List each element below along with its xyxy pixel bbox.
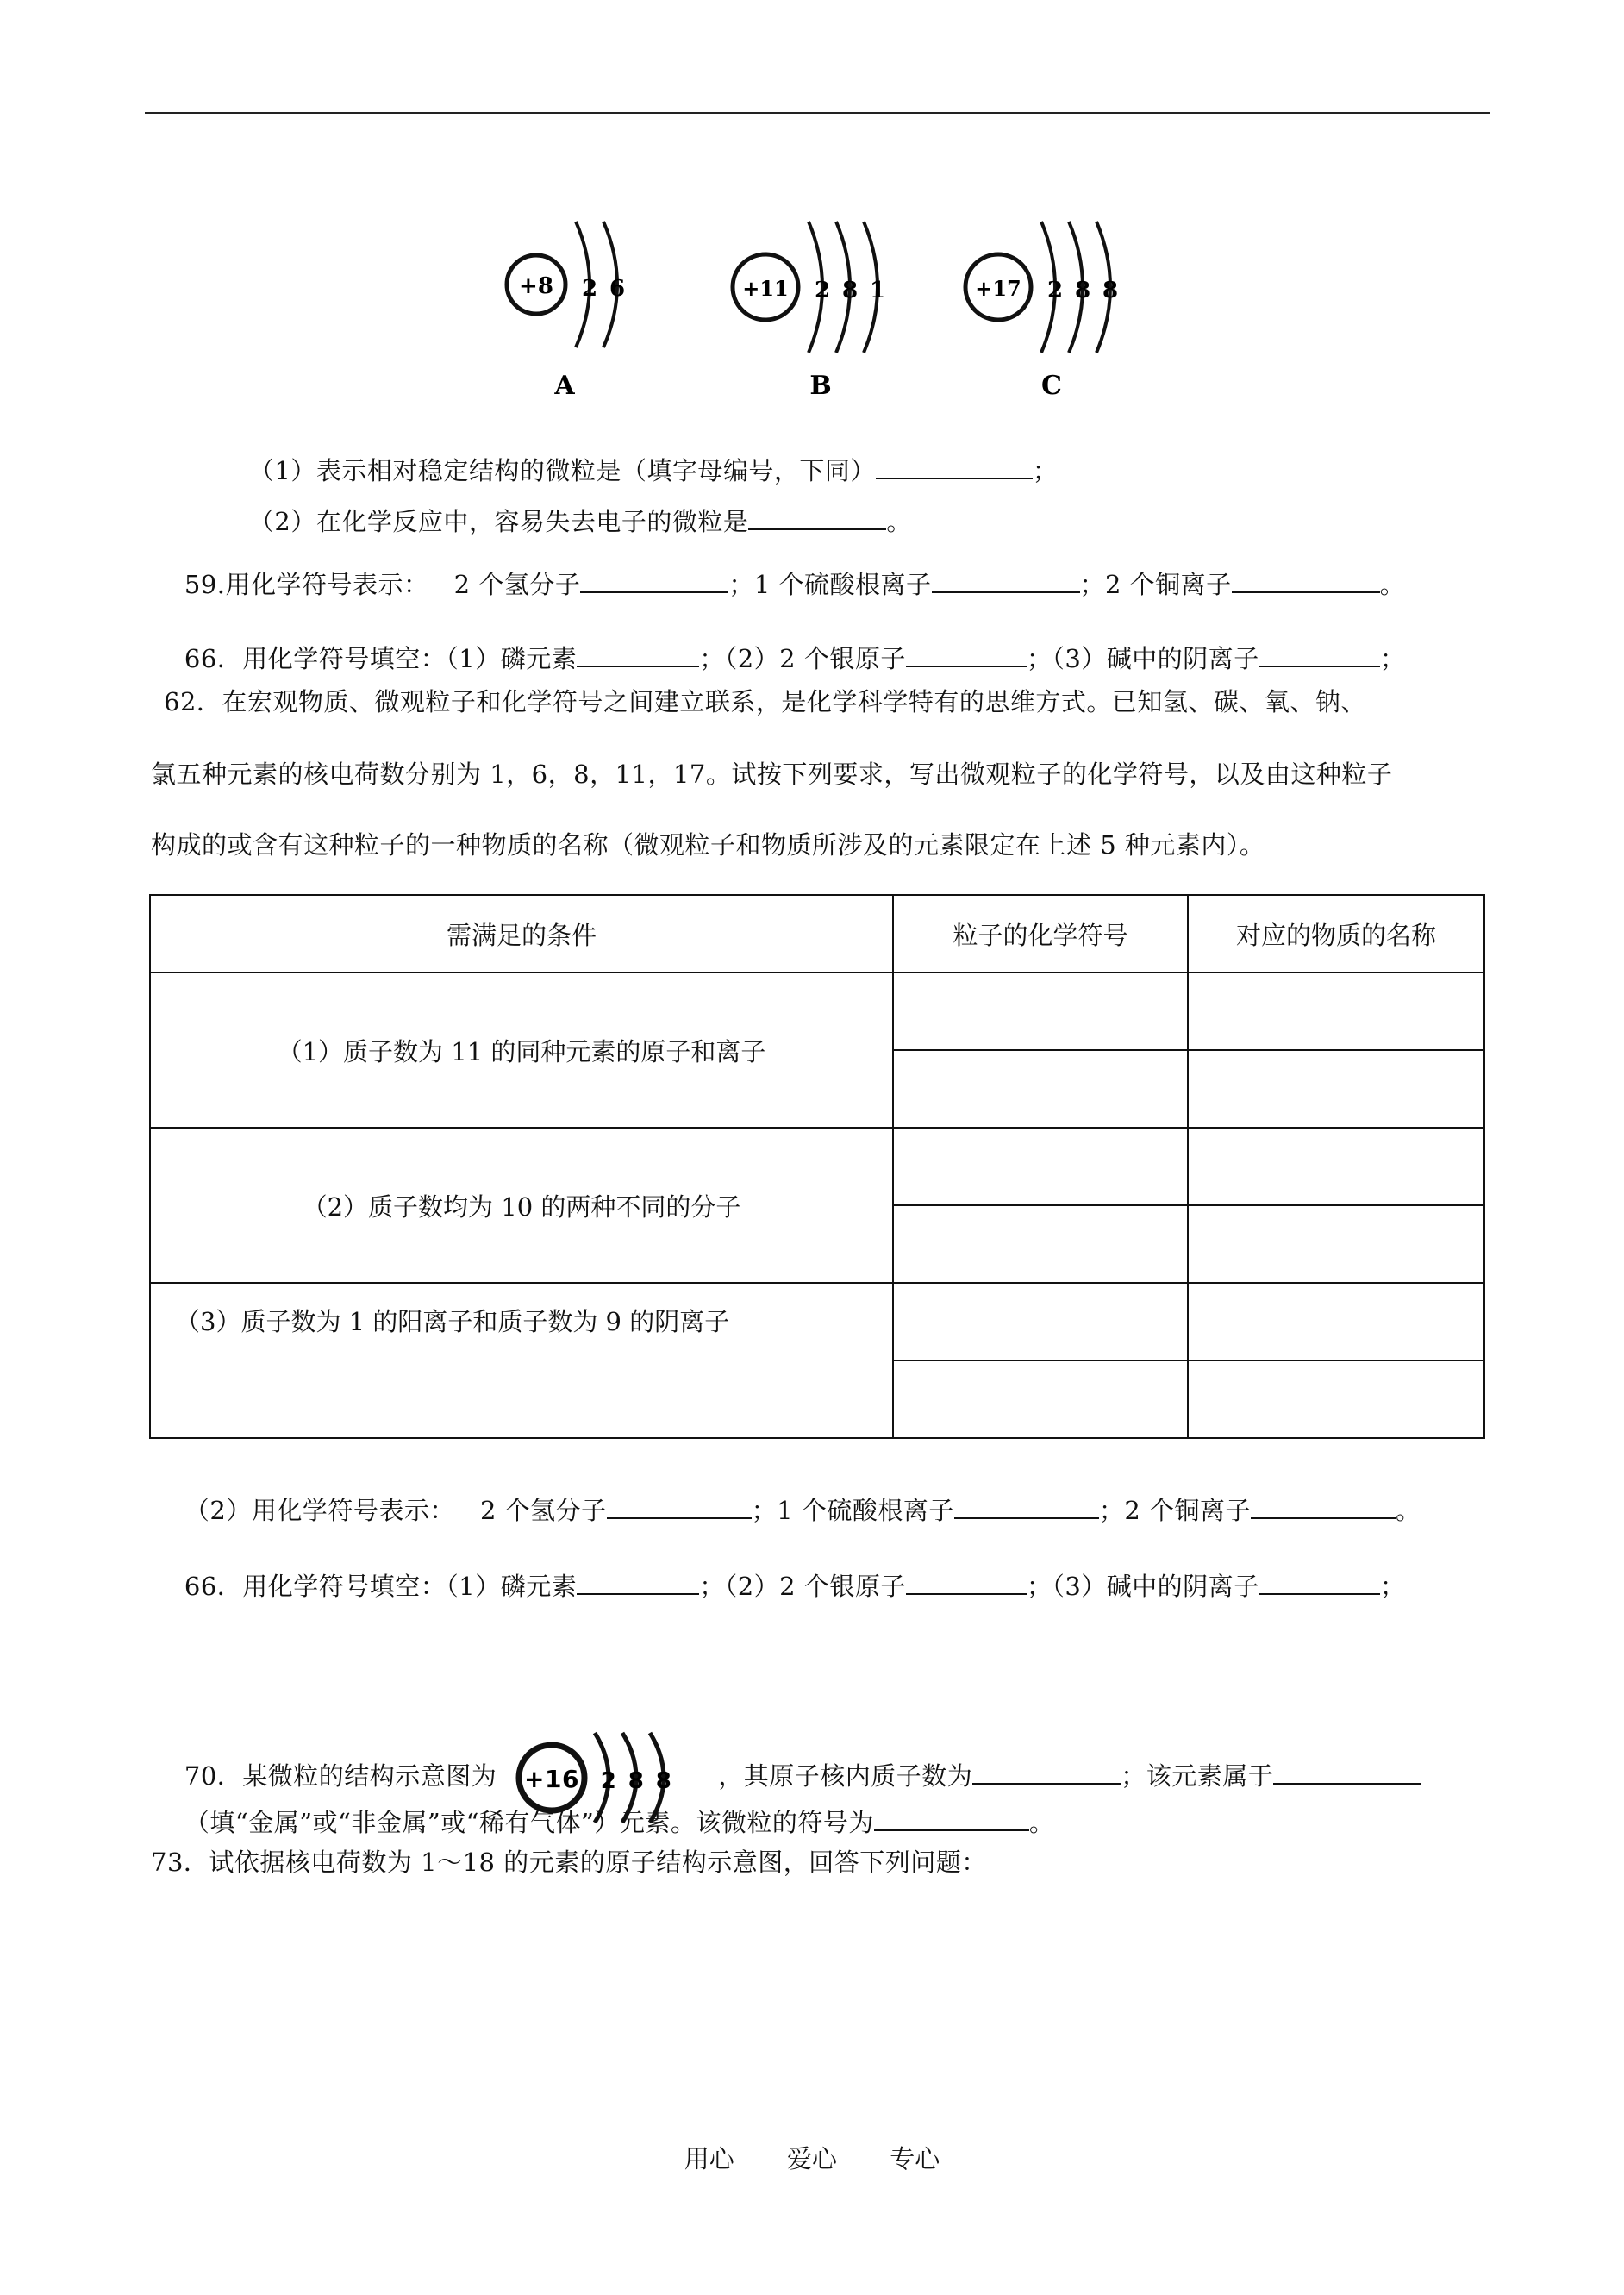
answer-blank[interactable] xyxy=(1259,1569,1380,1595)
answer-blank[interactable] xyxy=(748,504,886,530)
question-text: ；（3）碱中的阴离子 xyxy=(1026,1572,1259,1601)
answer-blank[interactable] xyxy=(580,567,728,593)
substance-answer-cell[interactable] xyxy=(1188,1050,1484,1128)
question-text: 66．用化学符号填空：（1）磷元素 xyxy=(184,1572,578,1601)
answer-blank[interactable] xyxy=(1273,1759,1421,1785)
footer-text: 用心 xyxy=(684,2144,734,2173)
question-73: 73．试依据核电荷数为 1～18 的元素的原子结构示意图，回答下列问题： xyxy=(151,1848,987,1877)
question-text: （1）表示相对稳定结构的微粒是（填字母编号，下同） xyxy=(248,456,876,485)
punctuation: ； xyxy=(1032,456,1059,485)
condition-cell: （3）质子数为 1 的阳离子和质子数为 9 的阴离子 xyxy=(150,1283,893,1438)
atom-structure-figure xyxy=(483,203,1172,410)
punctuation: 。 xyxy=(1379,570,1406,599)
question-text: 70．某微粒的结构示意图为 xyxy=(184,1761,497,1791)
symbol-answer-cell[interactable] xyxy=(893,1128,1188,1205)
answer-blank[interactable] xyxy=(906,641,1027,667)
question-text: ，其原子核内质子数为 xyxy=(718,1761,973,1791)
page-footer xyxy=(0,2140,1624,2175)
condition-cell: （1）质子数为 11 的同种元素的原子和离子 xyxy=(150,972,893,1128)
question-text: ；2 个铜离子 xyxy=(1079,570,1232,599)
answer-blank[interactable] xyxy=(1232,567,1380,593)
atom-c-shell-3: 8 xyxy=(1102,278,1119,303)
atom-c-shell-2: 8 xyxy=(1074,278,1091,303)
atom-b-label: B xyxy=(809,371,832,401)
atom-c-diagram xyxy=(965,222,1118,401)
answer-blank[interactable] xyxy=(1251,1493,1396,1519)
table-header-row xyxy=(150,895,1484,972)
table-row xyxy=(150,1128,1484,1205)
punctuation: 。 xyxy=(1028,1808,1055,1837)
atom-b-charge: +11 xyxy=(742,276,789,301)
symbol-answer-cell[interactable] xyxy=(893,1283,1188,1360)
question-text: ；2 个铜离子 xyxy=(1098,1496,1251,1525)
question-text: 59.用化学符号表示： 2 个氢分子 xyxy=(184,570,581,599)
atom-b-shell-3: 1 xyxy=(869,278,886,303)
atom-a-diagram xyxy=(507,222,625,401)
answer-blank[interactable] xyxy=(932,567,1080,593)
question-text: ；（3）碱中的阴离子 xyxy=(1026,644,1259,673)
answer-blank[interactable] xyxy=(906,1569,1027,1595)
answer-blank[interactable] xyxy=(577,641,699,667)
symbol-answer-cell[interactable] xyxy=(893,1050,1188,1128)
question-text: ；（2）2 个银原子 xyxy=(699,644,906,673)
diagram-shell-1: 2 xyxy=(600,1768,617,1794)
question-text: （填“金属”或“非金属”或“稀有气体”）元素。该微粒的符号为 xyxy=(184,1808,874,1837)
condition-cell: （2）质子数均为 10 的两种不同的分子 xyxy=(150,1128,893,1283)
question-text: （2）在化学反应中，容易失去电子的微粒是 xyxy=(248,507,749,536)
atom-c-shell-1: 2 xyxy=(1046,278,1064,303)
header-rule xyxy=(145,112,1490,114)
footer-text: 专心 xyxy=(890,2144,940,2173)
substance-answer-cell[interactable] xyxy=(1188,1205,1484,1283)
answer-blank[interactable] xyxy=(954,1493,1099,1519)
symbol-answer-cell[interactable] xyxy=(893,1360,1188,1438)
atom-a-charge: +8 xyxy=(519,273,553,299)
question-62-line-3: 构成的或含有这种粒子的一种物质的名称（微观粒子和物质所涉及的元素限定在上述 5 种元素内）。 xyxy=(151,830,1265,860)
punctuation: 。 xyxy=(886,507,912,536)
question-text: ；1 个硫酸根离子 xyxy=(728,570,932,599)
punctuation: ； xyxy=(1379,1572,1406,1601)
header-substance: 对应的物质的名称 xyxy=(1188,895,1484,972)
atom-c-label: C xyxy=(1041,371,1062,401)
answer-blank[interactable] xyxy=(874,1805,1029,1831)
atom-a-shell-2: 6 xyxy=(609,276,626,302)
substance-answer-cell[interactable] xyxy=(1188,1283,1484,1360)
question-text: ；1 个硫酸根离子 xyxy=(751,1496,954,1525)
substance-answer-cell[interactable] xyxy=(1188,972,1484,1050)
footer-text: 爱心 xyxy=(786,2144,837,2173)
atom-c-charge: +17 xyxy=(975,276,1021,301)
diagram-shell-3: 8 xyxy=(655,1768,672,1794)
substance-answer-cell[interactable] xyxy=(1188,1360,1484,1438)
question-text: （2）用化学符号表示： 2 个氢分子 xyxy=(184,1496,607,1525)
question-62-table xyxy=(149,894,1485,1439)
question-text: ；该元素属于 xyxy=(1121,1761,1274,1791)
atom-a-shell-1: 2 xyxy=(581,276,598,302)
punctuation: ； xyxy=(1379,644,1406,673)
symbol-answer-cell[interactable] xyxy=(893,972,1188,1050)
atom-b-shell-2: 8 xyxy=(841,278,859,303)
table-row xyxy=(150,972,1484,1050)
question-text: 66．用化学符号填空：（1）磷元素 xyxy=(184,644,578,673)
punctuation: 。 xyxy=(1396,1496,1421,1525)
atom-b-shell-1: 2 xyxy=(814,278,831,303)
table-row xyxy=(150,1283,1484,1360)
question-text: ；（2）2 个银原子 xyxy=(699,1572,906,1601)
substance-answer-cell[interactable] xyxy=(1188,1128,1484,1205)
atom-b-diagram xyxy=(733,222,885,401)
symbol-answer-cell[interactable] xyxy=(893,1205,1188,1283)
diagram-shell-2: 8 xyxy=(628,1768,645,1794)
answer-blank[interactable] xyxy=(577,1569,699,1595)
header-symbol: 粒子的化学符号 xyxy=(893,895,1188,972)
header-condition: 需满足的条件 xyxy=(150,895,893,972)
atom-a-label: A xyxy=(554,371,575,401)
question-62-line-2: 氯五种元素的核电荷数分别为 1，6，8，11，17。试按下列要求，写出微观粒子的化学符号，以及由这种粒子 xyxy=(151,760,1393,789)
question-62-line-1: 62．在宏观物质、微观粒子和化学符号之间建立联系，是化学科学特有的思维方式。已知氢、碳、氧、钠、 xyxy=(164,687,1366,716)
answer-blank[interactable] xyxy=(1259,641,1380,667)
answer-blank[interactable] xyxy=(607,1493,752,1519)
diagram-charge: +16 xyxy=(524,1765,580,1793)
